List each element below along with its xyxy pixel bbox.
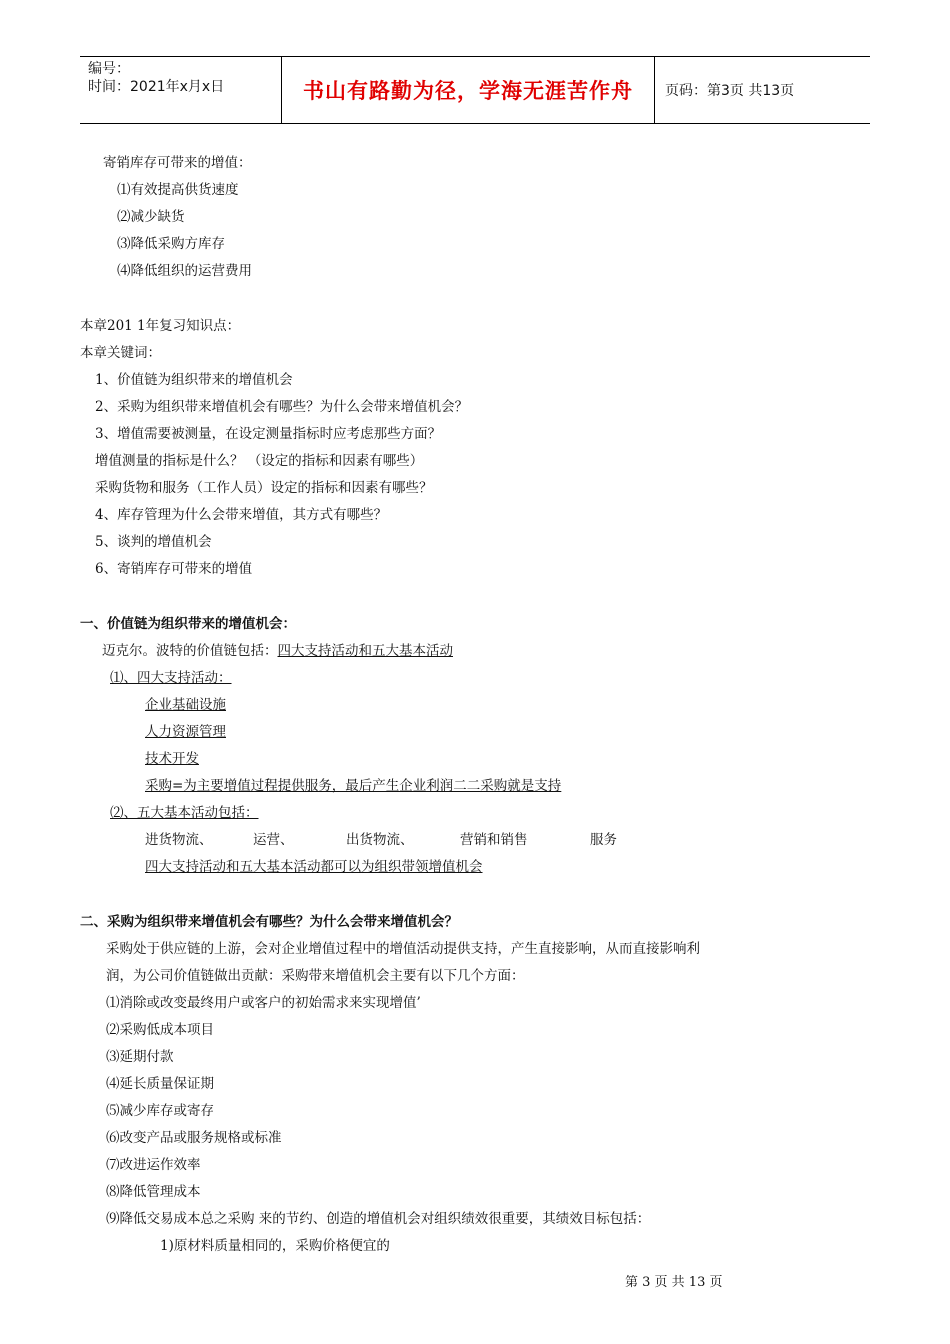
header-left-cell	[80, 57, 281, 123]
section1-heading: 一、价值链为组织带来的增值机会：	[80, 616, 296, 632]
section2-item: ⑹改变产品或服务规格或标准	[106, 1130, 282, 1146]
review-item: 3、增值需要被测量，在设定测量指标时应考虑那些方面？	[95, 426, 442, 442]
section2-item: ⑴消除或改变最终用户或客户的初始需求来实现增值’	[106, 995, 421, 1011]
basic-item: 运营、	[253, 832, 294, 848]
support-title: ⑴、四大支持活动：	[110, 670, 232, 686]
consignment-item: ⑶降低采购方库存	[117, 236, 225, 252]
section2-item: ⑻降低管理成本	[106, 1184, 201, 1200]
section2-item: ⑺改进运作效率	[106, 1157, 201, 1173]
basic-item: 营销和销售	[460, 832, 528, 848]
intro-prefix: 迈克尔。波特的价值链包括：	[102, 643, 278, 659]
section2-item: ⑶延期付款	[106, 1049, 174, 1065]
basic-item: 服务	[590, 832, 617, 848]
section2-item: ⑵采购低成本项目	[106, 1022, 214, 1038]
review-item: 采购货物和服务（工作人员）设定的指标和因素有哪些？	[95, 480, 433, 496]
intro-underlined: 四大支持活动和五大基本活动	[277, 643, 453, 659]
consignment-item: ⑷降低组织的运营费用	[117, 263, 252, 279]
date-label: 时间：2021年x月x日	[88, 79, 225, 95]
section1-conclusion: 四大支持活动和五大基本活动都可以为组织带领增值机会	[145, 859, 483, 875]
number-label: 编号：	[88, 61, 130, 77]
review-item: 4、库存管理为什么会带来增值，其方式有哪些？	[95, 507, 388, 523]
support-item: 企业基础设施	[145, 697, 226, 713]
consignment-title: 寄销库存可带来的增值：	[103, 155, 252, 171]
header-motto-cell	[281, 57, 655, 123]
section2-item: ⑸减少库存或寄存	[106, 1103, 214, 1119]
support-item: 采购=为主要增值过程提供服务，最后产生企业利润二二采购就是支持	[145, 778, 562, 794]
review-title: 本章201 1年复习知识点：	[80, 318, 241, 334]
basic-title: ⑵、五大基本活动包括：	[110, 805, 259, 821]
basic-item: 进货物流、	[145, 832, 213, 848]
review-item: 增值测量的指标是什么？ （设定的指标和因素有哪些）	[95, 453, 424, 469]
document-header	[80, 56, 870, 124]
section2-item: ⑷延长质量保证期	[106, 1076, 214, 1092]
motto: 书山有路勤为径，学海无涯苦作舟	[303, 79, 633, 103]
review-item: 6、寄销库存可带来的增值	[95, 561, 253, 577]
review-item: 2、采购为组织带来增值机会有哪些？为什么会带来增值机会？	[95, 399, 469, 415]
section2-para-line: 润，为公司价值链做出贡献：采购带来增值机会主要有以下几个方面：	[106, 968, 525, 984]
section2-item: ⑼降低交易成本总之采购 来的节约、创造的增值机会对组织绩效很重要，其绩效目标包括：	[106, 1211, 651, 1227]
basic-item: 出货物流、	[346, 832, 414, 848]
page-label: 页码：第3页 共13页	[665, 83, 795, 99]
page-footer: 第 3 页 共 13 页	[625, 1275, 723, 1290]
keywords-title: 本章关键词：	[80, 345, 161, 361]
section2-heading: 二、采购为组织带来增值机会有哪些？为什么会带来增值机会？	[80, 914, 458, 930]
section1-intro	[102, 642, 453, 660]
support-item: 技术开发	[145, 751, 199, 767]
review-item: 1、价值链为组织带来的增值机会	[95, 372, 293, 388]
consignment-item: ⑴有效提高供货速度	[117, 182, 239, 198]
section2-para-line: 采购处于供应链的上游，会对企业增值过程中的增值活动提供支持，产生直接影响，从而直接影响利	[106, 941, 700, 957]
review-item: 5、谈判的增值机会	[95, 534, 212, 550]
basic-items-row	[145, 831, 619, 849]
header-page-cell	[655, 57, 870, 123]
consignment-item: ⑵减少缺货	[117, 209, 185, 225]
support-item: 人力资源管理	[145, 724, 226, 740]
section2-sub-item: 1)原材料质量相同的，采购价格便宜的	[160, 1238, 390, 1254]
